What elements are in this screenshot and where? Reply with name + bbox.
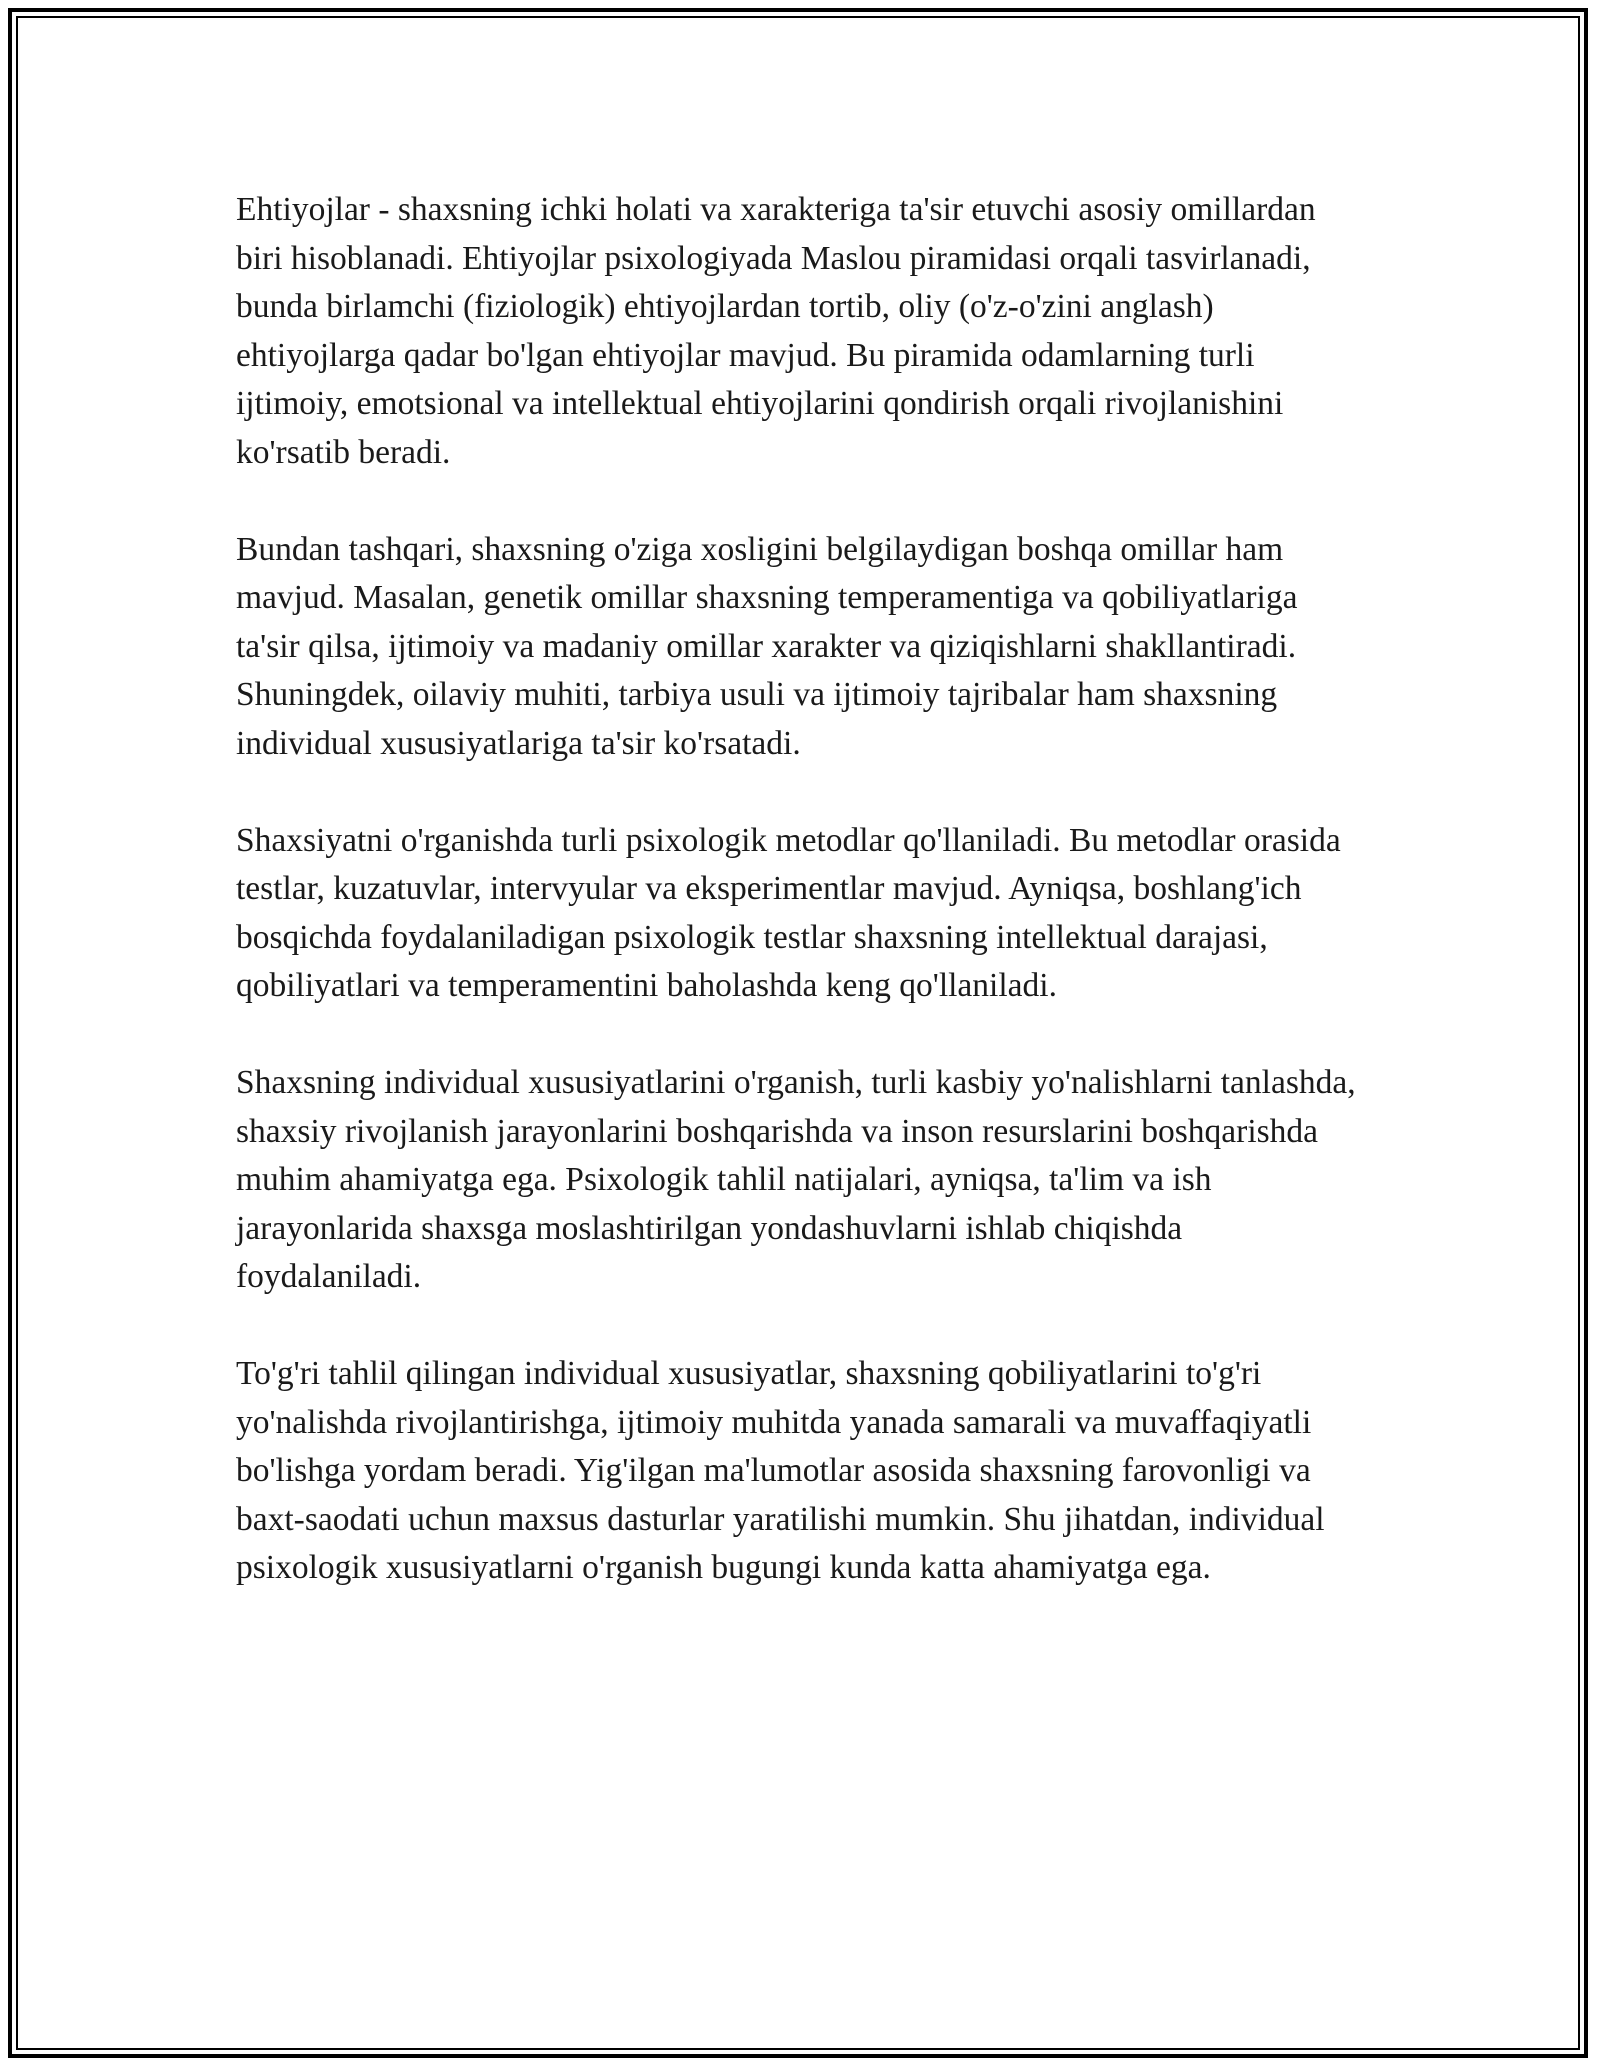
document-body — [236, 186, 1366, 1641]
paragraph-4: Shaxsning individual xususiyatlarini o'rganish, turli kasbiy yo'nalishlarni tanlashda, shaxsiy rivojlanish jarayonlarini boshqarishda va inson resurslarini boshqarishda muhim ahamiyatga ega. Psixologik tahlil natijalari, ayniqsa, ta'lim va ish jarayonlarida shaxsga moslashtirilgan yondashuvlarni ishlab chiqishda foydalaniladi. — [236, 1064, 1356, 1295]
paragraph-2: Bundan tashqari, shaxsning o'ziga xosligini belgilaydigan boshqa omillar ham mavjud. Masalan, genetik omillar shaxsning temperamentiga va qobiliyatlariga ta'sir qilsa, ijtimoiy va madaniy omillar xarakter va qiziqishlarni shakllantiradi. Shuningdek, oilaviy muhiti, tarbiya usuli va ijtimoiy tajribalar ham shaxsning individual xususiyatlariga ta'sir ko'rsatadi. — [236, 530, 1298, 762]
paragraph-3: Shaxsiyatni o'rganishda turli psixologik metodlar qo'llaniladi. Bu metodlar orasida testlar, kuzatuvlar, intervyular va eksperimentlar mavjud. Ayniqsa, boshlang'ich bosqichda foydalaniladigan psixologik testlar shaxsning intellektual darajasi, qobiliyatlari va temperamentini baholashda keng qo'llaniladi. — [236, 821, 1341, 1004]
paragraph-1: Ehtiyojlar - shaxsning ichki holati va xarakteriga ta'sir etuvchi asosiy omillardan biri hisoblanadi. Ehtiyojlar psixologiyada Maslou piramidasi orqali tasvirlanadi, bunda birlamchi (fiziologik) ehtiyojlardan tortib, oliy (o'z-o'zini anglash) ehtiyojlarga qadar bo'lgan ehtiyojlar mavjud. Bu piramida odamlarning turli ijtimoiy, emotsional va intellektual ehtiyojlarini qondirish orqali rivojlanishini ko'rsatib beradi. — [236, 191, 1316, 471]
paragraph-5: To'g'ri tahlil qilingan individual xususiyatlar, shaxsning qobiliyatlarini to'g'ri yo'nalishda rivojlantirishga, ijtimoiy muhitda yanada samarali va muvaffaqiyatli bo'lishga yordam beradi. Yig'ilgan ma'lumotlar asosida shaxsning farovonligi va baxt-saodati uchun maxsus dasturlar yaratilishi mumkin. Shu jihatdan, individual psixologik xususiyatlarni o'rganish bugungi kunda katta ahamiyatga ega. — [236, 1355, 1325, 1586]
